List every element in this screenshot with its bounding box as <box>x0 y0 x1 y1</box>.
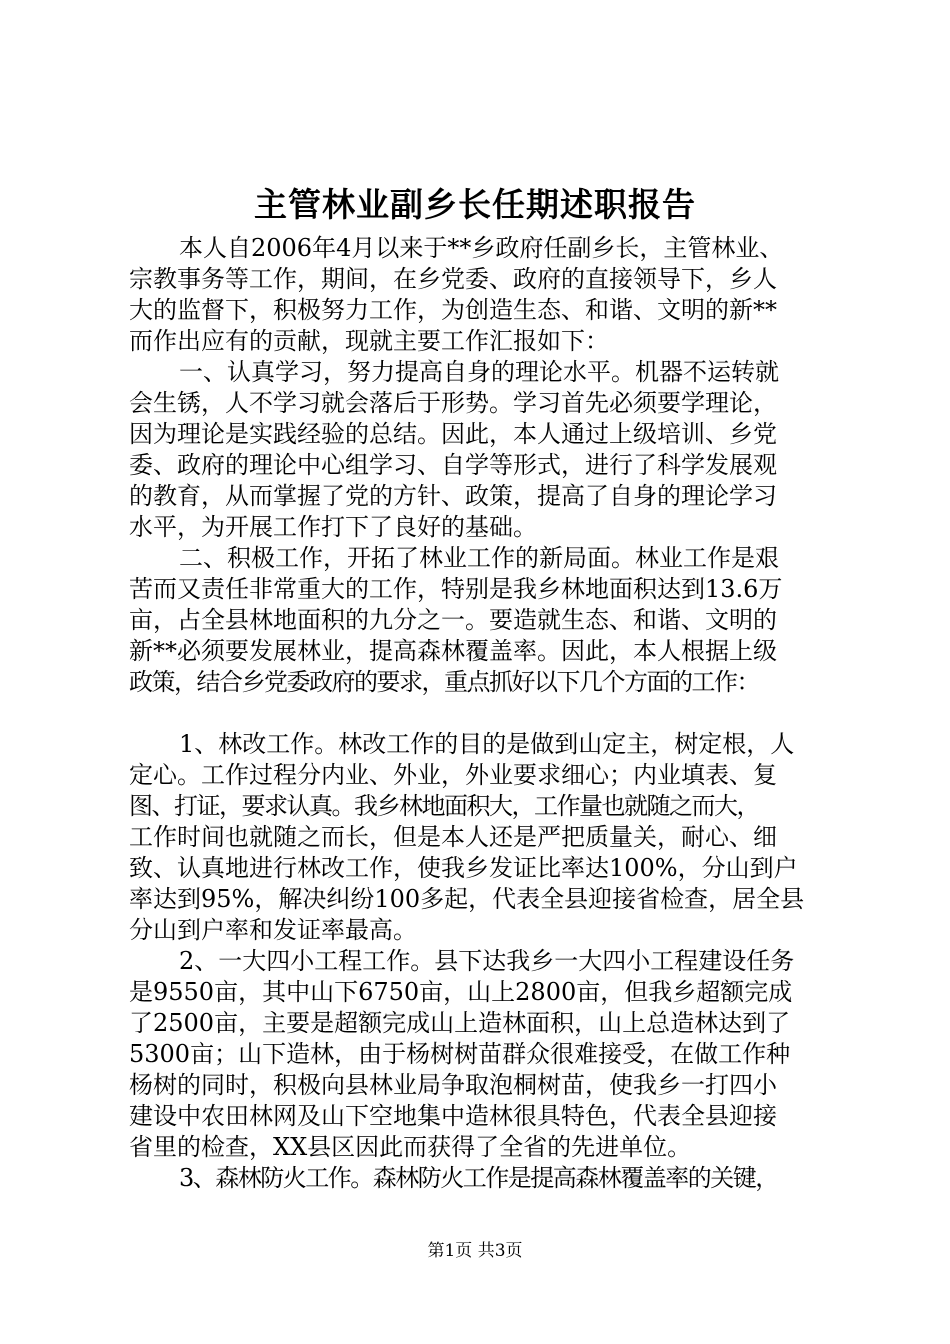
text-line: 本人自2006年4月以来于**乡政府任副乡长，主管林业、 <box>179 234 784 262</box>
text-line: 省里的检查，XX县区因此而获得了全省的先进单位。 <box>129 1133 692 1161</box>
text-line: 杨树的同时，积极向县林业局争取泡桐树苗，使我乡一打四小 <box>129 1071 777 1099</box>
blank-line <box>129 698 841 729</box>
text-line: 二、积极工作，开拓了林业工作的新局面。林业工作是艰 <box>179 544 779 572</box>
page-number: 第1页 共3页 <box>427 1241 523 1261</box>
text-line: 2、一大四小工程工作。县下达我乡一大四小工程建设任务 <box>179 947 795 975</box>
text-line: 委、政府的理论中心组学习、自学等形式，进行了科学发展观 <box>129 451 777 479</box>
text-line: 宗教事务等工作，期间，在乡党委、政府的直接领导下，乡人 <box>129 265 777 293</box>
text-line: 水平，为开展工作打下了良好的基础。 <box>129 513 537 541</box>
document-body <box>129 233 841 1194</box>
text-line: 的教育，从而掌握了党的方针、政策，提高了自身的理论学习 <box>129 482 777 510</box>
text-line: 致、认真地进行林改工作，使我乡发证比率达100%，分山到户 <box>129 854 798 882</box>
text-line: 3、森林防火工作。森林防火工作是提高森林覆盖率的关键， <box>179 1164 778 1192</box>
text-line: 苦而又责任非常重大的工作，特别是我乡林地面积达到13.6万 <box>129 575 783 603</box>
text-line: 图、打证，要求认真。我乡林地面积大，工作量也就随之而大， <box>129 792 759 820</box>
text-line: 因为理论是实践经验的总结。因此，本人通过上级培训、乡党 <box>129 420 777 448</box>
text-line: 建设中农田林网及山下空地集中造林很具特色，代表全县迎接 <box>129 1102 777 1130</box>
text-line: 了2500亩，主要是超额完成山上造林面积，山上总造林达到了 <box>129 1009 791 1037</box>
text-line: 大的监督下，积极努力工作，为创造生态、和谐、文明的新** <box>129 296 777 324</box>
text-line: 而作出应有的贡献，现就主要工作汇报如下： <box>129 327 609 355</box>
text-line: 政策，结合乡党委政府的要求，重点抓好以下几个方面的工作： <box>129 668 759 696</box>
text-line: 工作时间也就随之而长，但是本人还是严把质量关，耐心、细 <box>129 823 777 851</box>
text-line: 一、认真学习，努力提高自身的理论水平。机器不运转就 <box>179 358 779 386</box>
text-line: 是9550亩，其中山下6750亩，山上2800亩，但我乡超额完成 <box>129 978 793 1006</box>
text-line: 会生锈，人不学习就会落后于形势。学习首先必须要学理论， <box>129 389 777 417</box>
text-line: 率达到95%，解决纠纷100多起，代表全县迎接省检查，居全县 <box>129 885 805 913</box>
text-line: 5300亩；山下造林，由于杨树树苗群众很难接受，在做工作种 <box>129 1040 791 1068</box>
text-line: 1、林改工作。林改工作的目的是做到山定主，树定根，人 <box>179 730 795 758</box>
text-line: 亩，占全县林地面积的九分之一。要造就生态、和谐、文明的 <box>129 606 777 634</box>
text-line: 定心。工作过程分内业、外业，外业要求细心；内业填表、复 <box>129 761 777 789</box>
text-line: 分山到户率和发证率最高。 <box>129 916 417 944</box>
document-title: 主管林业副乡长任期述职报告 <box>254 185 696 224</box>
text-line: 新**必须要发展林业，提高森林覆盖率。因此，本人根据上级 <box>129 637 777 665</box>
